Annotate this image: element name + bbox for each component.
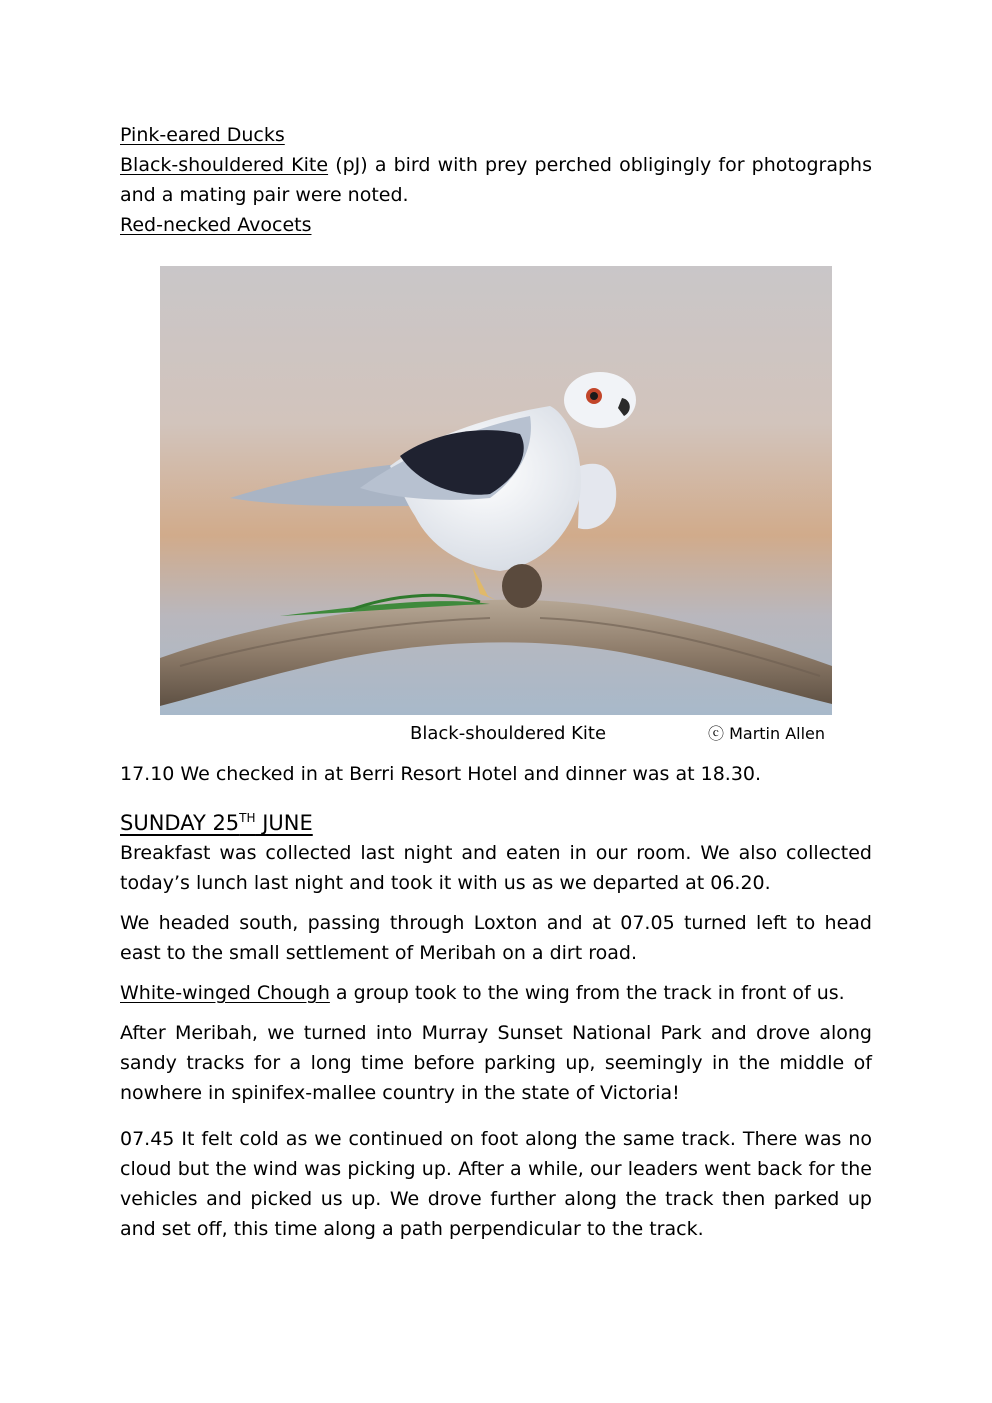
- paragraph-walk: 07.45 It felt cold as we continued on foot along the same track. There was no cloud but the wind was picking up. After a while, our leaders went back for the vehicles and picked us up. We drove further along the track then parked up and set off, this time along a path perpendicular to the track.: [120, 1128, 872, 1240]
- photo-caption: [120, 715, 872, 749]
- species-white-winged-chough: White-winged Chough a group took to the wing from the track in front of us.: [120, 982, 845, 1004]
- kite-note: (pJ) a bird with prey perched obligingly for photographs and a mating pair were noted.: [120, 154, 872, 206]
- day-heading: SUNDAY 25TH JUNE: [120, 811, 313, 835]
- kite-photo: [160, 266, 832, 715]
- paragraph-breakfast: Breakfast was collected last night and eaten in our room. We also collected today’s lunch last night and took it with us as we departed at 06.20.: [120, 842, 872, 894]
- document-page: [120, 120, 872, 1244]
- caption-title: Black-shouldered Kite: [410, 723, 607, 744]
- checkin-line: 17.10 We checked in at Berri Resort Hotel and dinner was at 18.30.: [120, 763, 762, 785]
- kite-name: Black-shouldered Kite: [120, 154, 329, 176]
- paragraph-route: We headed south, passing through Loxton and at 07.05 turned left to head east to the small settlement of Meribah on a dirt road.: [120, 912, 872, 964]
- species-black-shouldered-kite: [120, 150, 872, 210]
- kite-photo-image: [160, 266, 832, 715]
- paragraph-murray-sunset: After Meribah, we turned into Murray Sunset National Park and drove along sandy tracks for a long time before parking up, seemingly in the middle of nowhere in spinifex-mallee country in the state of Victoria!: [120, 1022, 872, 1104]
- photo-credit: ⓒ Martin Allen: [708, 724, 826, 743]
- species-pink-eared-ducks: Pink-eared Ducks: [120, 124, 285, 146]
- species-red-necked-avocets: Red-necked Avocets: [120, 214, 312, 236]
